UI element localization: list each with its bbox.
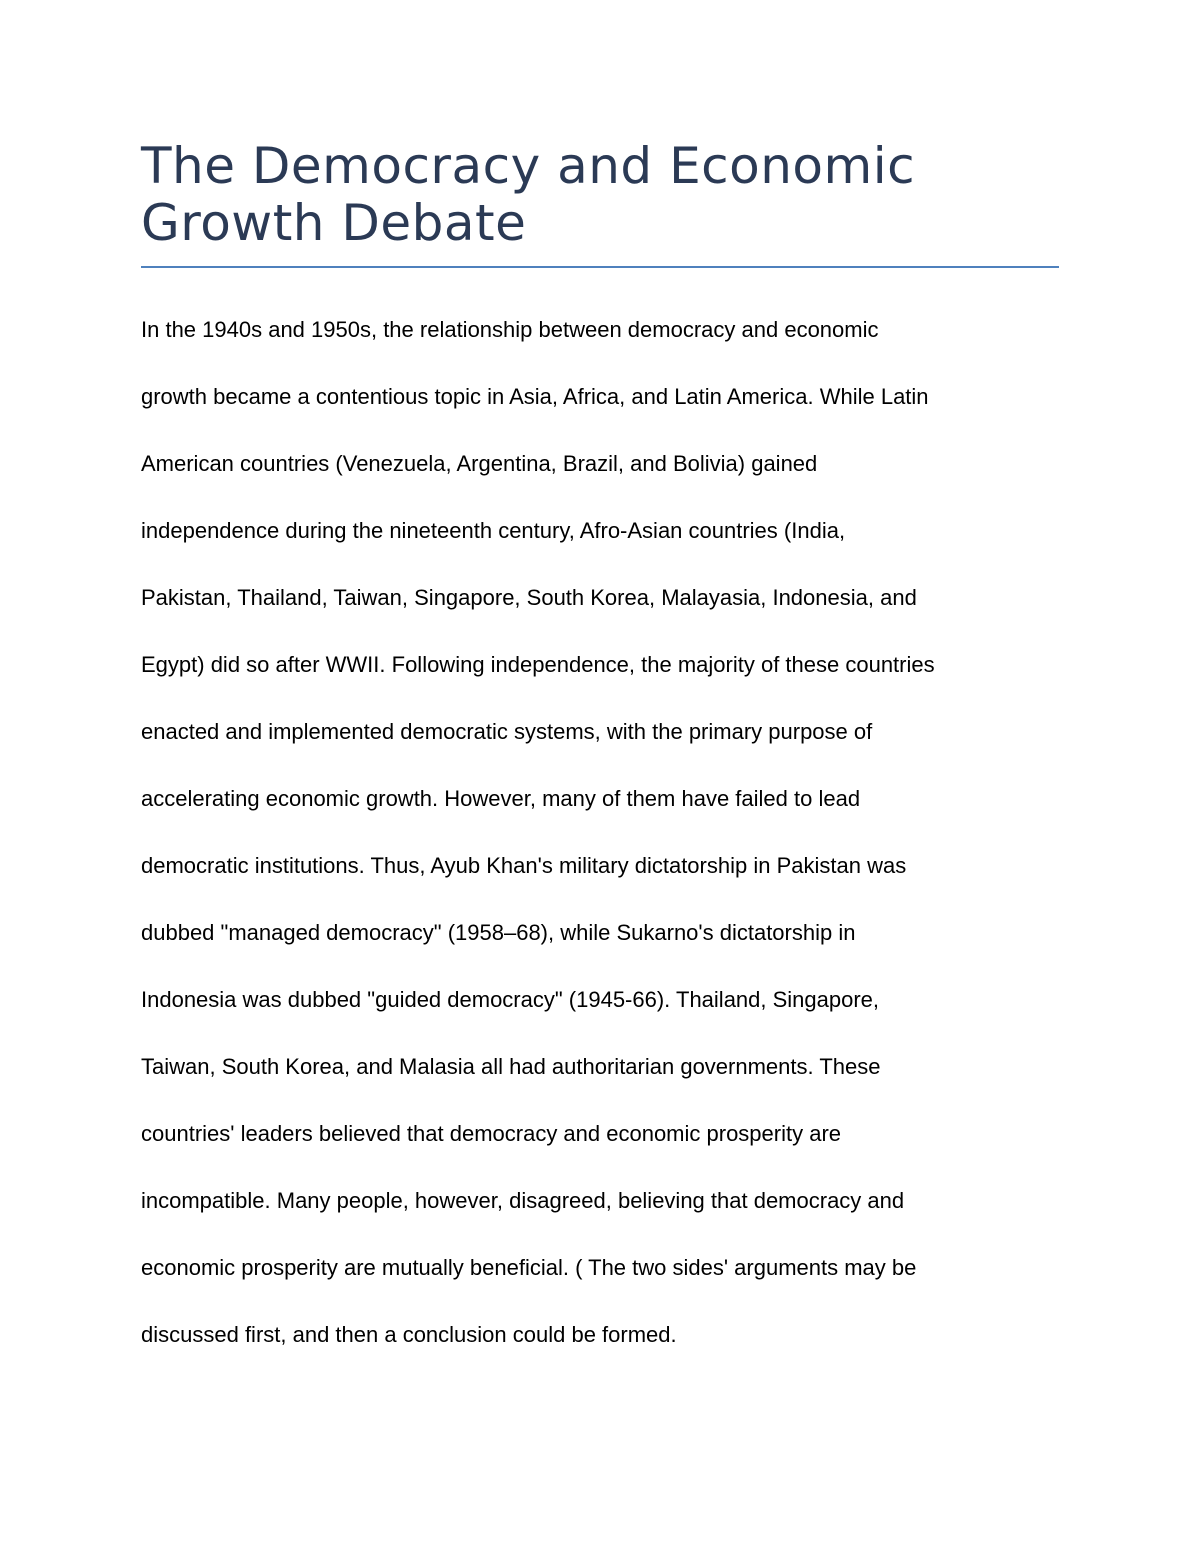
body-line: dubbed "managed democracy" (1958–68), while Sukarno's dictatorship in bbox=[141, 920, 856, 945]
body-line: incompatible. Many people, however, disagreed, believing that democracy and bbox=[141, 1188, 905, 1213]
body-line: countries' leaders believed that democracy and economic prosperity are bbox=[141, 1121, 842, 1146]
body-paragraph bbox=[141, 296, 1066, 1368]
body-line: economic prosperity are mutually beneficial. ( The two sides' arguments may be bbox=[141, 1255, 917, 1280]
title-underline-rule bbox=[141, 266, 1059, 268]
body-line: enacted and implemented democratic systems, with the primary purpose of bbox=[141, 719, 873, 744]
body-line: growth became a contentious topic in Asia, Africa, and Latin America. While Latin bbox=[141, 384, 929, 409]
body-line: Taiwan, South Korea, and Malasia all had authoritarian governments. These bbox=[141, 1054, 881, 1079]
body-line: Egypt) did so after WWII. Following independence, the majority of these countries bbox=[141, 652, 935, 677]
body-line: accelerating economic growth. However, many of them have failed to lead bbox=[141, 786, 861, 811]
body-line: Pakistan, Thailand, Taiwan, Singapore, South Korea, Malayasia, Indonesia, and bbox=[141, 585, 917, 610]
body-line: democratic institutions. Thus, Ayub Khan's military dictatorship in Pakistan was bbox=[141, 853, 907, 878]
body-line: In the 1940s and 1950s, the relationship between democracy and economic bbox=[141, 317, 879, 342]
body-line: American countries (Venezuela, Argentina, Brazil, and Bolivia) gained bbox=[141, 451, 818, 476]
body-line: discussed first, and then a conclusion could be formed. bbox=[141, 1322, 677, 1347]
body-line: Indonesia was dubbed "guided democracy" (1945-66). Thailand, Singapore, bbox=[141, 987, 880, 1012]
title-block bbox=[141, 138, 1059, 252]
document-title: The Democracy and Economic Growth Debate bbox=[141, 137, 916, 252]
body-line: independence during the nineteenth century, Afro-Asian countries (India, bbox=[141, 518, 846, 543]
